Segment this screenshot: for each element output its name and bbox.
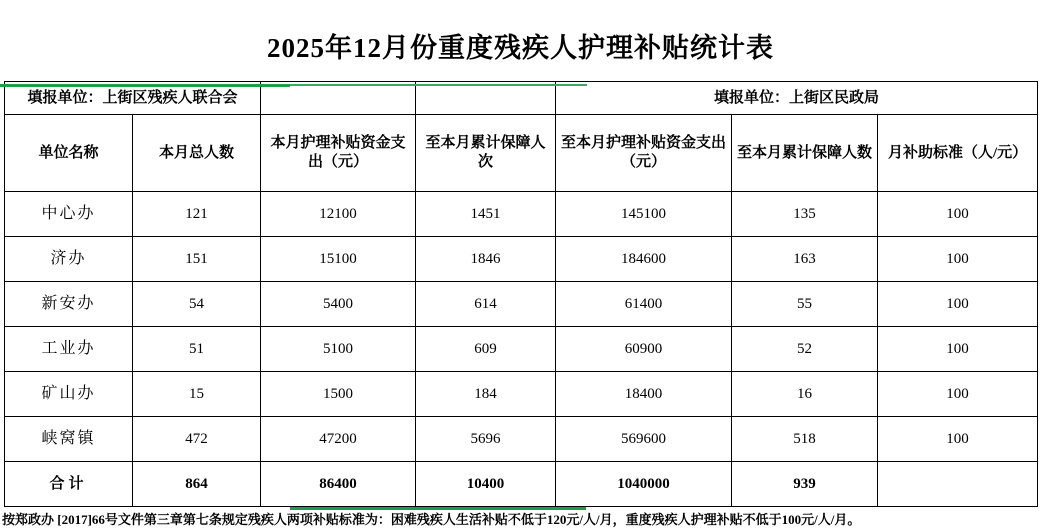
cell-cumulative-amount: 145100	[556, 192, 732, 237]
column-header-month-people: 本月总人数	[133, 115, 261, 192]
table-total-row	[5, 462, 1038, 507]
cell-cumulative-people: 52	[732, 327, 878, 372]
cell-total-standard	[878, 462, 1038, 507]
cell-cumulative-people: 518	[732, 417, 878, 462]
column-header-standard: 月补助标准（人/元）	[878, 115, 1038, 192]
cell-standard: 100	[878, 372, 1038, 417]
cell-unit: 矿山办	[5, 372, 133, 417]
cell-total-month-amount: 86400	[261, 462, 416, 507]
column-header-cumulative-amount: 至本月护理补贴资金支出（元）	[556, 115, 732, 192]
cell-month-amount: 5100	[261, 327, 416, 372]
column-header-unit: 单位名称	[5, 115, 133, 192]
cell-cumulative-times: 1451	[416, 192, 556, 237]
accent-bar-top-left	[0, 84, 290, 87]
cell-cumulative-people: 55	[732, 282, 878, 327]
table-header-row	[5, 115, 1038, 192]
column-header-cumulative-times: 至本月累计保障人次	[416, 115, 556, 192]
table-row	[5, 327, 1038, 372]
cell-cumulative-people: 163	[732, 237, 878, 282]
cell-month-people: 54	[133, 282, 261, 327]
cell-unit: 峡窝镇	[5, 417, 133, 462]
cell-cumulative-amount: 61400	[556, 282, 732, 327]
cell-standard: 100	[878, 237, 1038, 282]
cell-standard: 100	[878, 417, 1038, 462]
cell-standard: 100	[878, 282, 1038, 327]
cell-month-amount: 15100	[261, 237, 416, 282]
cell-cumulative-amount: 60900	[556, 327, 732, 372]
cell-unit: 工业办	[5, 327, 133, 372]
table-row	[5, 192, 1038, 237]
cell-unit: 新安办	[5, 282, 133, 327]
reporter-left: 填报单位：上街区残疾人联合会	[5, 82, 261, 115]
column-header-cumulative-people: 至本月累计保障人数	[732, 115, 878, 192]
column-header-month-amount: 本月护理补贴资金支出（元）	[261, 115, 416, 192]
table-row	[5, 282, 1038, 327]
footnote: 按郑政办 [2017]66号文件第三章第七条规定残疾人两项补贴标准为：困难残疾人生活补贴不低于120元/人/月，重度残疾人护理补贴不低于100元/人/月。	[2, 512, 861, 527]
cell-cumulative-times: 184	[416, 372, 556, 417]
cell-total-cumulative-people: 939	[732, 462, 878, 507]
cell-unit: 济办	[5, 237, 133, 282]
cell-month-amount: 1500	[261, 372, 416, 417]
cell-standard: 100	[878, 327, 1038, 372]
cell-month-people: 472	[133, 417, 261, 462]
table-row	[5, 237, 1038, 282]
cell-month-amount: 12100	[261, 192, 416, 237]
accent-bar-top-middle	[290, 84, 587, 86]
cell-cumulative-people: 16	[732, 372, 878, 417]
cell-month-amount: 5400	[261, 282, 416, 327]
cell-cumulative-amount: 184600	[556, 237, 732, 282]
cell-total-cumulative-amount: 1040000	[556, 462, 732, 507]
cell-total-label: 合计	[5, 462, 133, 507]
cell-month-people: 15	[133, 372, 261, 417]
cell-cumulative-amount: 569600	[556, 417, 732, 462]
reporter-spacer-2	[416, 82, 556, 115]
cell-cumulative-people: 135	[732, 192, 878, 237]
cell-unit: 中心办	[5, 192, 133, 237]
page-title: 2025年12月份重度残疾人护理补贴统计表	[267, 33, 774, 63]
cell-total-month-people: 864	[133, 462, 261, 507]
cell-month-amount: 47200	[261, 417, 416, 462]
cell-cumulative-times: 614	[416, 282, 556, 327]
cell-standard: 100	[878, 192, 1038, 237]
cell-cumulative-times: 609	[416, 327, 556, 372]
cell-month-people: 151	[133, 237, 261, 282]
cell-month-people: 121	[133, 192, 261, 237]
cell-month-people: 51	[133, 327, 261, 372]
table-row	[5, 372, 1038, 417]
reporter-right: 填报单位：上街区民政局	[556, 82, 1038, 115]
table-row	[5, 417, 1038, 462]
cell-cumulative-times: 1846	[416, 237, 556, 282]
statistics-table	[4, 81, 1038, 507]
cell-cumulative-times: 5696	[416, 417, 556, 462]
cell-total-cumulative-times: 10400	[416, 462, 556, 507]
cell-cumulative-amount: 18400	[556, 372, 732, 417]
